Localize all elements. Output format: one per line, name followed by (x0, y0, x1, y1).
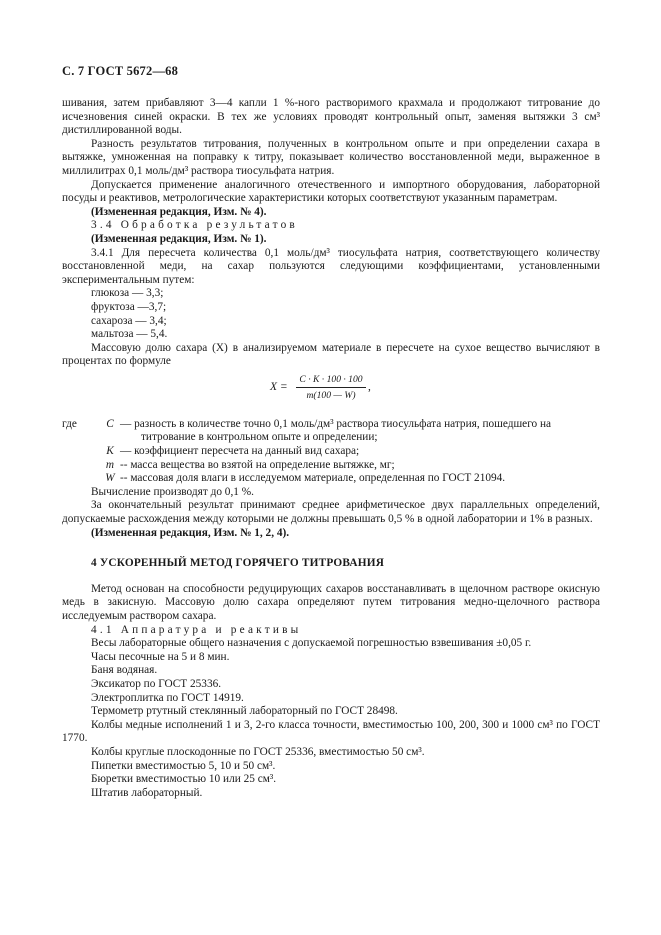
coefficient-fructose: фруктоза —3,7; (91, 300, 167, 313)
paragraph-equipment-note: Допускается применение аналогичного отечественного и импортного оборудования, лабораторной посуды и реактивов, метрологические характеристики которых соответствуют указанным параметрам. (62, 178, 600, 205)
paragraph-3-4-1: 3.4.1 Для пересчета количества 0,1 моль/дм³ тиосульфата натрия, соответствующего количеству восстановленной меди, на сахар пользуются следующими коэффициентами, установленными экспериментальным путем: (62, 246, 600, 286)
definition-symbol: m (105, 458, 115, 471)
paragraph-titration-end: шивания, затем прибавляют 3—4 капли 1 %-ного растворимого крахмала и продолжают титрование до исчезновения синей окраски. В тех же условиях проводят контрольный опыт, заменяя вытяжки 3 см³ дистиллированной воды. (62, 97, 600, 137)
page-header: С. 7 ГОСТ 5672—68 (62, 64, 179, 78)
paragraph-precision: Вычисление производят до 0,1 %. (91, 485, 254, 498)
formula-definitions (62, 418, 600, 486)
revision-note-3: (Измененная редакция, Изм. № 1, 2, 4). (91, 526, 290, 539)
coefficient-maltose: мальтоза — 5,4. (91, 328, 168, 341)
formula-lhs: X = (270, 380, 288, 393)
definition-symbol: K (106, 445, 114, 458)
paragraph-titration-difference: Разность результатов титрования, полученных в контрольном опыте и при определении сахара в вытяжке, умноженная на поправку к титру, показывает количество восстановленной меди, выраженное в миллилитрах 0,1 моль/дм³ раствора тиосульфата натрия. (62, 137, 600, 177)
paragraph-formula-intro: Массовую долю сахара (X) в анализируемом материале в пересчете на сухое вещество вычисляют в процентах по формуле (62, 341, 600, 368)
page-content (62, 97, 600, 800)
definition-text: -- массовая доля влаги в исследуемом материале, определенная по ГОСТ 21094. (120, 472, 506, 485)
subsection-title-4-1: 4.1 Аппаратура и реактивы (91, 623, 302, 636)
definition-row-w (62, 472, 600, 486)
definition-row-k (62, 445, 600, 459)
definition-text: -- масса вещества во взятой на определение вытяжке, мг; (120, 458, 395, 471)
definition-where: где (62, 417, 77, 430)
equipment-item: Баня водяная. (91, 664, 158, 677)
formula-denominator: m(100 — W) (306, 390, 356, 402)
definition-text: — разность в количестве точно 0,1 моль/дм³ раствора тиосульфата натрия, пошедшего на (120, 417, 552, 430)
formula-fraction (296, 373, 366, 403)
equipment-item: Пипетки вместимостью 5, 10 и 50 см³. (91, 759, 276, 772)
equipment-item: Штатив лабораторный. (91, 786, 203, 799)
revision-note-1: (Измененная редакция, Изм. № 4). (91, 205, 267, 218)
equipment-item: Эксикатор по ГОСТ 25336. (91, 677, 222, 690)
definition-text: — коэффициент пересчета на данный вид сахара; (120, 445, 360, 458)
sugar-formula (62, 372, 600, 414)
formula-numerator: C · K · 100 · 100 (296, 373, 366, 389)
subsection-title-3-4: 3.4 Обработка результатов (91, 219, 298, 232)
equipment-item: Часы песочные на 5 и 8 мин. (91, 650, 230, 663)
formula-tail: , (368, 380, 371, 393)
equipment-item: Колбы круглые плоскодонные по ГОСТ 25336, вместимостью 50 см³. (91, 745, 425, 758)
definition-row-m (62, 459, 600, 473)
section-title-4: 4 УСКОРЕННЫЙ МЕТОД ГОРЯЧЕГО ТИТРОВАНИЯ (91, 557, 385, 570)
equipment-item: Весы лабораторные общего назначения с допускаемой погрешностью взвешивания ±0,05 г. (91, 637, 532, 650)
equipment-item: Термометр ртутный стеклянный лабораторный по ГОСТ 28498. (91, 705, 398, 718)
equipment-item: Бюретки вместимостью 10 или 25 см³. (91, 773, 277, 786)
coefficient-sucrose: сахароза — 3,4; (91, 314, 167, 327)
definition-symbol: W (105, 472, 115, 485)
coefficient-glucose: глюкоза — 3,3; (91, 287, 164, 300)
definition-row-c (62, 418, 600, 432)
equipment-item: Электроплитка по ГОСТ 14919. (91, 691, 244, 704)
paragraph-final-result: За окончательный результат принимают среднее арифметическое двух параллельных определений, допускаемые расхождения между которыми не должны превышать 0,5 % в одной лаборатории и 1% в разных. (62, 499, 600, 526)
paragraph-method-basis: Метод основан на способности редуцирующих сахаров восстанавливать в щелочном растворе окисную медь в закисную. Массовую долю сахара определяют путем титрования медно-щелочного раствора исследуемым раствором сахара. (62, 582, 600, 622)
definition-symbol: C (106, 417, 114, 430)
equipment-item: Колбы медные исполнений 1 и 3, 2-го класса точности, вместимостью 100, 200, 300 и 1000 см³ по ГОСТ 1770. (62, 718, 600, 745)
revision-note-2: (Измененная редакция, Изм. № 1). (91, 232, 267, 245)
definition-continuation: титрование в контрольном опыте и определении; (141, 431, 378, 444)
